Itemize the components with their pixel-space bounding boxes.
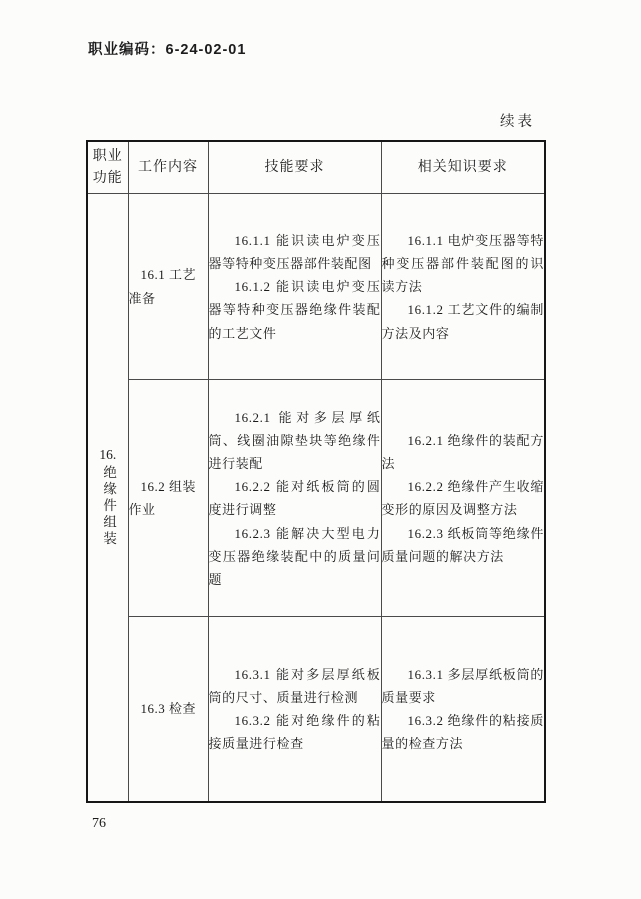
work-content-cell: 16.3 检查 xyxy=(128,617,208,802)
knowledge-requirements-cell xyxy=(381,194,545,380)
occupation-code-label: 职业编码：6-24-02-01 xyxy=(88,42,247,58)
table-row xyxy=(87,617,545,802)
occupational-standard-table xyxy=(86,140,546,803)
knowledge-item: 16.1.1 电炉变压器等特种变压器部件装配图的识读方法 xyxy=(381,233,544,295)
skill-item: 16.2.1 能对多层厚纸筒、线圈油隙垫块等绝缘件进行装配 xyxy=(208,409,381,472)
skill-requirements-cell xyxy=(208,194,381,380)
knowledge-item: 16.3.1 多层厚纸板筒的质量要求 xyxy=(381,666,544,705)
skill-item: 16.2.2 能对纸板筒的圆度进行调整 xyxy=(208,479,381,518)
header-occupational-function: 职业功能 xyxy=(87,141,128,194)
skill-item: 16.1.1 能识读电炉变压器等特种变压器部件装配图 xyxy=(208,233,381,272)
work-content-cell: 16.2 组装作业 xyxy=(128,380,208,617)
table-row xyxy=(87,194,545,380)
table-row xyxy=(87,380,545,617)
knowledge-item: 16.2.1 绝缘件的装配方法 xyxy=(381,433,544,472)
skill-requirements-cell xyxy=(208,380,381,617)
knowledge-requirements-cell xyxy=(381,380,545,617)
skill-item: 16.3.1 能对多层厚纸板筒的尺寸、质量进行检测 xyxy=(208,666,381,705)
work-content-cell: 16.1 工艺准备 xyxy=(128,194,208,380)
skill-item: 16.3.2 能对绝缘件的粘接质量进行检查 xyxy=(208,713,381,752)
page-number: 76 xyxy=(92,816,106,831)
knowledge-requirements-cell xyxy=(381,617,545,802)
header-knowledge-requirements: 相关知识要求 xyxy=(381,141,545,194)
skill-item: 16.2.3 能解决大型电力变压器绝缘装配中的质量问题 xyxy=(208,525,381,587)
skill-requirements-cell xyxy=(208,617,381,802)
continued-table-label: 续表 xyxy=(500,114,535,130)
knowledge-item: 16.2.3 纸板筒等绝缘件质量问题的解决方法 xyxy=(381,525,544,564)
function-group-name: 绝缘件组装 xyxy=(101,465,117,548)
knowledge-item: 16.2.2 绝缘件产生收缩变形的原因及调整方法 xyxy=(381,479,544,518)
table-header-row xyxy=(87,141,545,194)
header-skill-requirements: 技能要求 xyxy=(208,141,381,194)
knowledge-item: 16.3.2 绝缘件的粘接质量的检查方法 xyxy=(381,713,544,752)
function-group-cell xyxy=(87,194,128,802)
skill-item: 16.1.2 能识读电炉变压器等特种变压器绝缘件装配的工艺文件 xyxy=(208,279,381,341)
function-group-number: 16. xyxy=(99,447,117,463)
header-work-content: 工作内容 xyxy=(128,141,208,194)
knowledge-item: 16.1.2 工艺文件的编制方法及内容 xyxy=(381,302,544,341)
